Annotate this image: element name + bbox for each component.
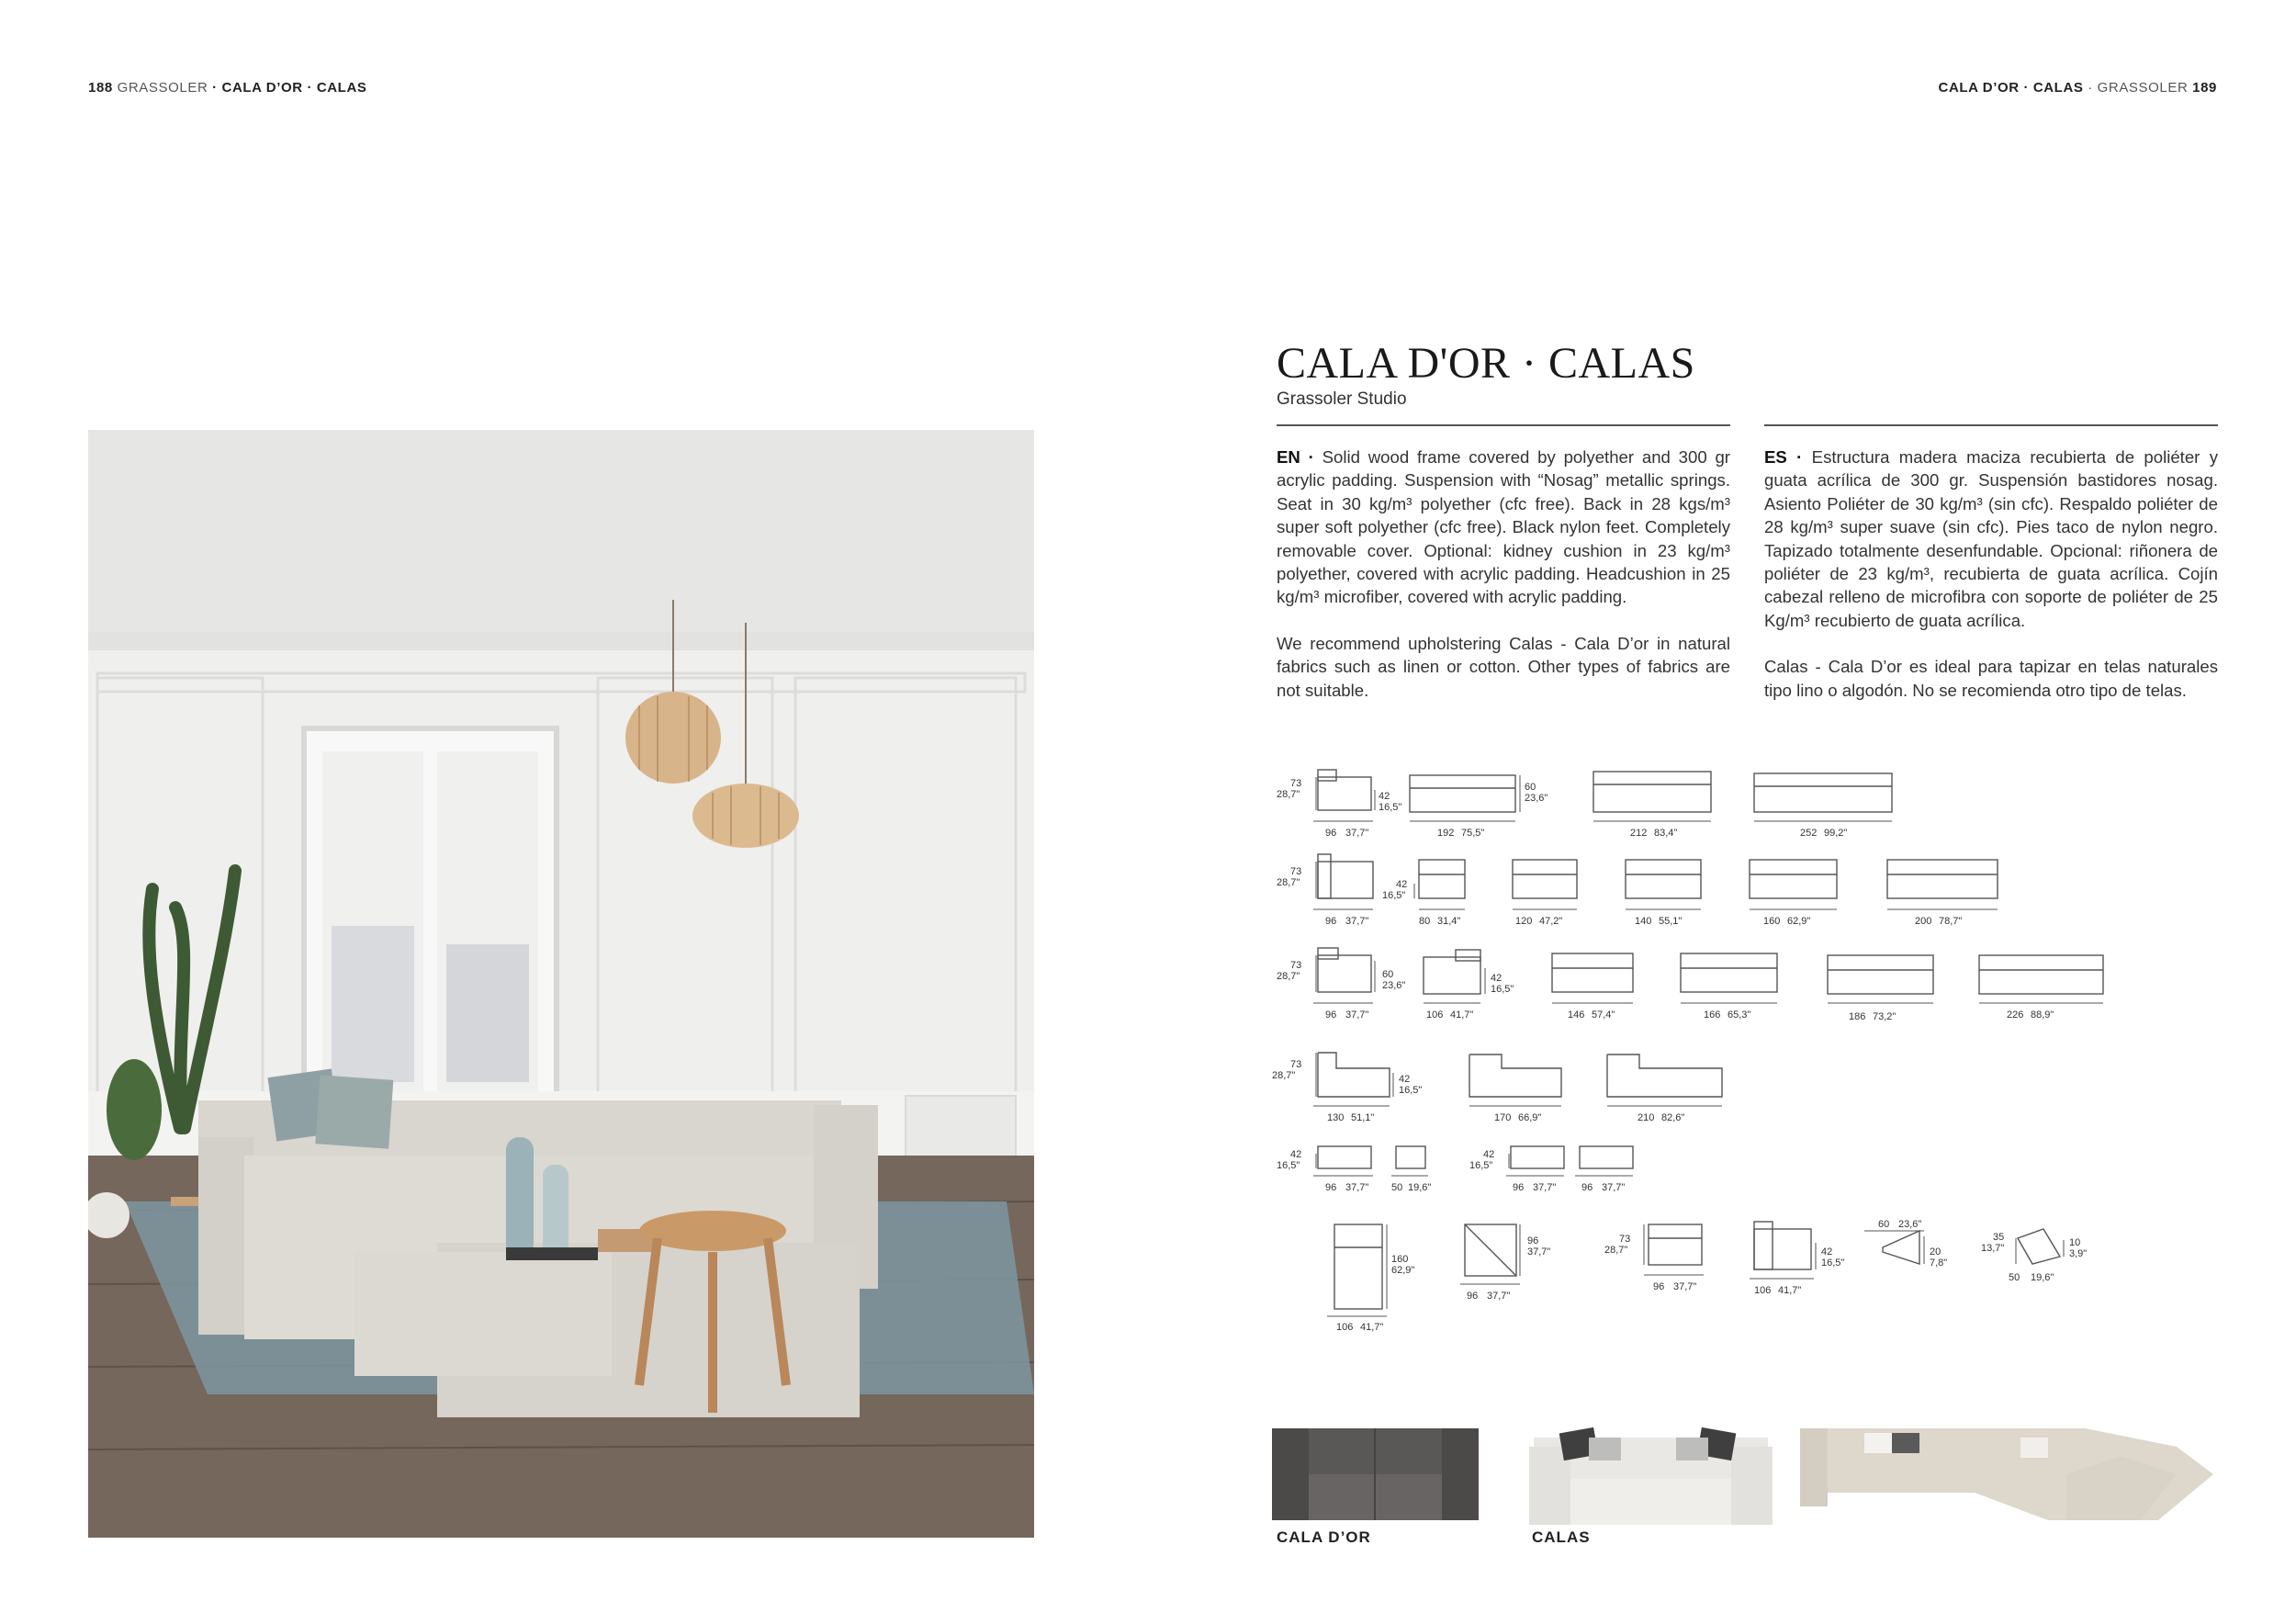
corner-sofa-image: [1791, 1410, 2223, 1525]
dim-width-in: 51,1": [1351, 1112, 1375, 1123]
dim-corner-depth: 96: [1527, 1235, 1539, 1246]
dimension-lines: [1313, 775, 2103, 1316]
dim-width-in: 37,7": [1602, 1182, 1626, 1193]
dim-module-height: 73: [1619, 1234, 1631, 1245]
corner-sofa-illustration: [1791, 1410, 2223, 1525]
calas-sofa-illustration: [1525, 1410, 1777, 1525]
dim-width-in: 82,6": [1661, 1112, 1685, 1123]
dim-chaise-length: 160: [1391, 1254, 1409, 1265]
dim-headrest-h: 35: [1993, 1232, 2005, 1243]
dim-width: 160: [1763, 916, 1781, 927]
description-es: [1764, 445, 2218, 725]
dim-width: 140: [1635, 916, 1652, 927]
dim-seat-in: 16,5": [1277, 1160, 1300, 1171]
cala-dor-sofa-illustration: [1267, 1410, 1483, 1525]
page-header-left: [88, 80, 367, 96]
dim-width: 96: [1513, 1182, 1525, 1193]
dim-width-in: 62,9": [1787, 916, 1811, 927]
dim-height-in: 28,7": [1277, 971, 1300, 982]
dim-seat-in: 16,5": [1399, 1085, 1423, 1096]
dim-height-in: 28,7": [1277, 789, 1300, 800]
dim-seat-in: 16,5": [1469, 1160, 1493, 1171]
dim-depth: 60: [1525, 782, 1536, 793]
dim-width: 130: [1327, 1112, 1345, 1123]
dim-corner-width-in: 37,7": [1487, 1291, 1511, 1302]
dim-headrest-d-in: 3,9": [2069, 1248, 2088, 1259]
dim-width-in: 78,7": [1939, 916, 1963, 927]
description-en-p2: We recommend upholstering Calas - Cala D’or in natural fabrics such as linen or cotton. Other types of fabrics are not suitable.: [1277, 633, 1730, 700]
divider-en: [1277, 424, 1730, 426]
dim-width: 146: [1568, 1009, 1585, 1021]
dim-headrest-d: 10: [2069, 1237, 2081, 1248]
dim-headrest-width: 50: [2009, 1272, 2020, 1283]
dim-width: 96: [1325, 1009, 1337, 1021]
dim-height: 73: [1290, 866, 1302, 877]
page-number: 188: [88, 80, 113, 96]
dim-arm-width-in: 41,7": [1778, 1285, 1802, 1296]
designer-name: Grassoler Studio: [1277, 389, 1407, 409]
dim-seat: 42: [1491, 973, 1503, 984]
dim-width-in: 19,6": [1408, 1182, 1432, 1193]
caption-cala-dor: CALA D’OR: [1277, 1528, 1371, 1546]
dim-width-in: 66,9": [1518, 1112, 1542, 1123]
dim-width-in: 47,2": [1539, 916, 1563, 927]
dim-kidney-height: 20: [1930, 1246, 1941, 1257]
dim-width-in: 37,7": [1345, 1182, 1369, 1193]
dim-width: 50: [1391, 1182, 1403, 1193]
caption-calas: CALAS: [1532, 1528, 1591, 1546]
room-illustration: [88, 430, 1034, 1538]
dim-width-in: 57,4": [1592, 1009, 1615, 1021]
description-en-p1: Solid wood frame covered by polyether and 300 gr acrylic padding. Suspension with “Nosag” metallic springs. Seat in 30 kg/m³ polyether (cfc free). Back in 28 kgs/m³ super soft polyether (cfc free). Black nylon feet. Completely removable cover. Optional: kidney cushion in 23 kg/m³ polyether, covered with acrylic padding. Headcushion in 25 kg/m³ microfiber, covered with acrylic padding.: [1277, 447, 1730, 607]
header-brand: GRASSOLER: [117, 80, 208, 96]
dim-seat: 42: [1399, 1074, 1411, 1085]
dimension-diagrams: [1272, 761, 2218, 1348]
dim-height-in: 28,7": [1272, 1070, 1296, 1081]
divider-es: [1764, 424, 2218, 426]
dim-module-width: 96: [1653, 1281, 1665, 1292]
dim-width-in: 99,2": [1824, 828, 1848, 839]
dim-kidney-width-in: 23,6": [1898, 1219, 1922, 1230]
dim-width: 96: [1325, 828, 1337, 839]
dim-corner-width: 96: [1467, 1291, 1479, 1302]
dim-width: 106: [1426, 1009, 1444, 1021]
page-number: 189: [2192, 80, 2217, 96]
dim-width: 120: [1515, 916, 1533, 927]
dim-width: 210: [1638, 1112, 1655, 1123]
dim-height: 73: [1290, 778, 1302, 789]
dim-seat: 42: [1396, 879, 1408, 890]
dim-module-width-in: 37,7": [1673, 1281, 1697, 1292]
cala-dor-sofa-image: [1267, 1410, 1483, 1525]
description-es-p1: Estructura madera maciza recubierta de poliéter y guata acrílica de 300 gr. Suspensión bastidores nosag. Asiento Poliéter de 30 kg/m³ (sin cfc). Respaldo poliéter de 28 kg/m³ super suave (sin cfc). Pies taco de nylon negro. Tapizado totalmente desenfundable. Opcional: riñonera de poliéter de 23 kg/m³, recubierta de guata acrílica. Cojín cabezal relleno de microfibra con soporte de poliéter de 25 Kg/m³ recubierto de guata acrílica.: [1764, 447, 2218, 630]
dim-arm-seat: 42: [1821, 1246, 1833, 1257]
dim-width-in: 37,7": [1345, 1009, 1369, 1021]
dim-seat-in: 16,5": [1382, 890, 1406, 901]
dim-width: 80: [1419, 916, 1431, 927]
lang-label-en: EN ·: [1277, 447, 1314, 467]
dim-height-in: 28,7": [1277, 877, 1300, 888]
living-room-photo: [88, 430, 1034, 1538]
dim-height: 73: [1290, 960, 1302, 971]
dim-width: 96: [1325, 916, 1337, 927]
dim-seat-in: 16,5": [1491, 984, 1514, 995]
dim-width-in: 37,7": [1533, 1182, 1557, 1193]
dim-depth: 60: [1382, 969, 1394, 980]
dim-width: 200: [1915, 916, 1932, 927]
dim-width: 252: [1800, 828, 1818, 839]
dim-seat-in: 16,5": [1379, 802, 1402, 813]
dim-width-in: 55,1": [1659, 916, 1683, 927]
dim-chaise-width-in: 41,7": [1360, 1322, 1384, 1333]
dim-seat: 42: [1379, 791, 1390, 802]
dim-headrest-h-in: 13,7": [1981, 1243, 2005, 1254]
dim-width-in: 37,7": [1345, 916, 1369, 927]
dim-width: 212: [1630, 828, 1648, 839]
dim-width: 186: [1849, 1011, 1866, 1022]
lang-label-es: ES ·: [1764, 447, 1803, 467]
dim-width: 170: [1494, 1112, 1512, 1123]
dim-headrest-width-in: 19,6": [2031, 1272, 2054, 1283]
description-es-p2: Calas - Cala D’or es ideal para tapizar en telas naturales tipo lino o algodón. No se recomienda otro tipo de telas.: [1764, 657, 2218, 700]
dim-depth-in: 23,6": [1525, 793, 1548, 804]
header-brand: · GRASSOLER: [2088, 80, 2189, 96]
dim-width-in: 31,4": [1437, 916, 1461, 927]
header-section: CALA D’OR · CALAS: [1938, 80, 2084, 96]
header-section: · CALA D’OR · CALAS: [212, 80, 367, 96]
dim-width-in: 75,5": [1461, 828, 1485, 839]
dim-width-in: 65,3": [1728, 1009, 1751, 1021]
dim-arm-seat-in: 16,5": [1821, 1257, 1845, 1269]
dim-depth-in: 23,6": [1382, 980, 1406, 991]
dim-width-in: 41,7": [1450, 1009, 1474, 1021]
module-outlines: [1318, 770, 2103, 1309]
dim-width: 226: [2007, 1009, 2024, 1021]
description-en: [1277, 445, 1730, 725]
dim-width: 192: [1437, 828, 1455, 839]
dim-kidney-width: 60: [1878, 1219, 1890, 1230]
dim-corner-depth-in: 37,7": [1527, 1246, 1551, 1257]
dim-width-in: 83,4": [1654, 828, 1678, 839]
dim-seat: 42: [1290, 1149, 1302, 1160]
dim-width-in: 37,7": [1345, 828, 1369, 839]
dim-width-in: 73,2": [1873, 1011, 1896, 1022]
product-title: CALA D'OR · CALAS: [1277, 339, 1695, 388]
dim-chaise-width: 106: [1336, 1322, 1354, 1333]
dim-kidney-height-in: 7,8": [1930, 1257, 1948, 1269]
dim-width: 166: [1704, 1009, 1721, 1021]
dim-module-height-in: 28,7": [1604, 1245, 1628, 1256]
dim-width: 96: [1581, 1182, 1593, 1193]
dimension-drawings: [1272, 761, 2218, 1348]
page-header-right: [1939, 80, 2217, 96]
calas-sofa-image: [1525, 1410, 1777, 1525]
dim-width: 96: [1325, 1182, 1337, 1193]
dim-width-in: 88,9": [2031, 1009, 2054, 1021]
dim-chaise-length-in: 62,9": [1391, 1265, 1415, 1276]
dim-height: 73: [1290, 1059, 1302, 1070]
dim-seat: 42: [1483, 1149, 1495, 1160]
dim-arm-width: 106: [1754, 1285, 1772, 1296]
